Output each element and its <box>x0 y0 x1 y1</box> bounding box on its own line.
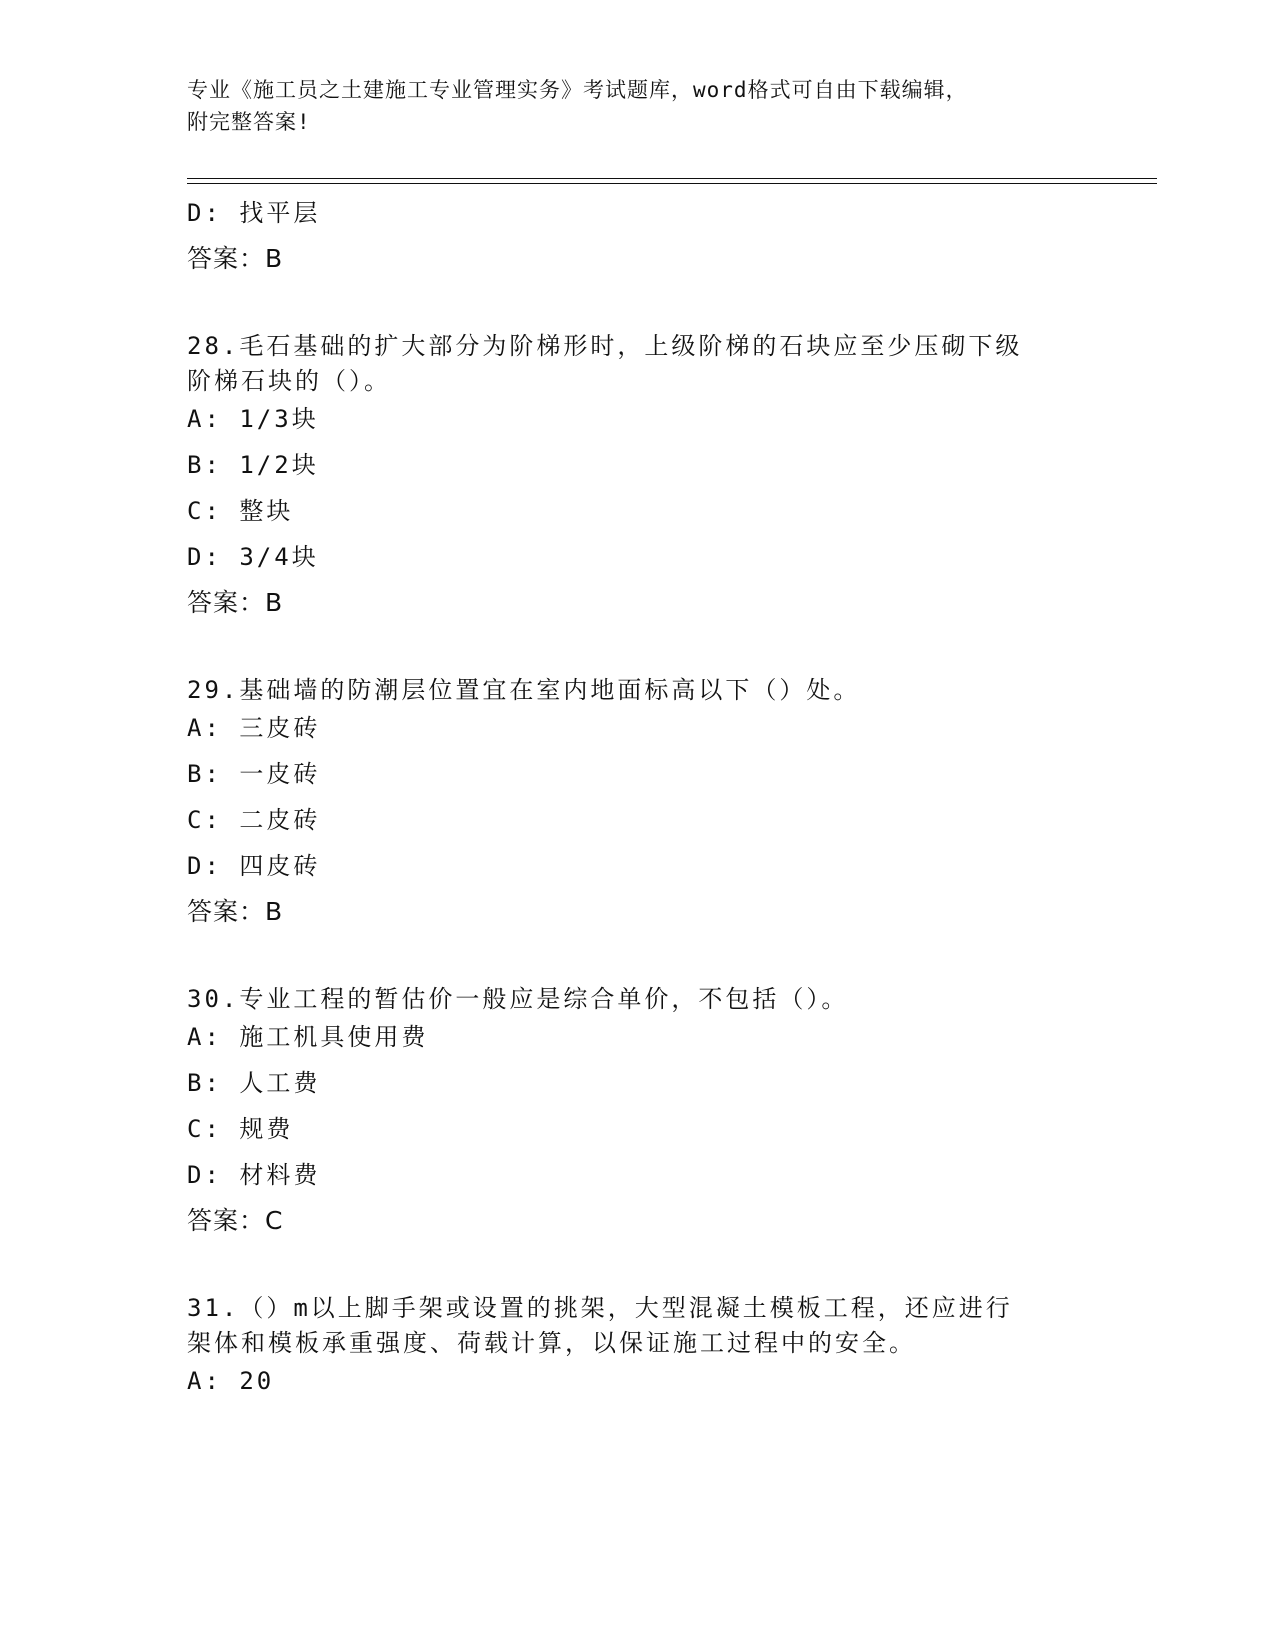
option-b: B: 1/2块 <box>187 451 319 479</box>
option-d: D: 四皮砖 <box>187 852 321 880</box>
document-body <box>187 190 1087 1404</box>
option-b: B: 人工费 <box>187 1069 321 1097</box>
question-30 <box>187 979 1087 1244</box>
question-29 <box>187 670 1087 935</box>
answer-line: 答案：B <box>187 588 284 617</box>
option-c: C: 二皮砖 <box>187 806 321 834</box>
header-line-1: 专业《施工员之土建施工专业管理实务》考试题库，word格式可自由下载编辑， <box>187 78 968 102</box>
question-text-line-1: 29.基础墙的防潮层位置宜在室内地面标高以下（）处。 <box>187 676 861 704</box>
option-d: D: 找平层 <box>187 199 321 227</box>
option-b: B: 一皮砖 <box>187 760 321 788</box>
header-divider-top <box>187 178 1157 179</box>
option-a: A: 1/3块 <box>187 405 319 433</box>
header-line-2: 附完整答案! <box>187 110 311 134</box>
option-a: A: 三皮砖 <box>187 714 321 742</box>
option-c: C: 规费 <box>187 1115 294 1143</box>
answer-line: 答案：B <box>187 897 284 926</box>
question-text-line-2: 阶梯石块的（）。 <box>187 367 391 395</box>
previous-question-tail <box>187 190 1087 282</box>
answer-line: 答案：C <box>187 1206 284 1235</box>
header-divider-bottom <box>187 183 1157 184</box>
document-header <box>187 74 1087 138</box>
question-text-line-1: 31.（）m以上脚手架或设置的挑架，大型混凝土模板工程，还应进行 <box>187 1294 1013 1322</box>
option-d: D: 3/4块 <box>187 543 319 571</box>
option-a: A: 施工机具使用费 <box>187 1023 429 1051</box>
answer-line: 答案：B <box>187 244 284 273</box>
question-text-line-1: 30.专业工程的暂估价一般应是综合单价，不包括（）。 <box>187 985 849 1013</box>
question-text-line-1: 28.毛石基础的扩大部分为阶梯形时，上级阶梯的石块应至少压砌下级 <box>187 332 1023 360</box>
option-a: A: 20 <box>187 1367 275 1395</box>
question-text-line-2: 架体和模板承重强度、荷载计算，以保证施工过程中的安全。 <box>187 1329 916 1357</box>
question-28 <box>187 326 1087 626</box>
question-31 <box>187 1288 1087 1404</box>
option-c: C: 整块 <box>187 497 294 525</box>
option-d: D: 材料费 <box>187 1161 321 1189</box>
